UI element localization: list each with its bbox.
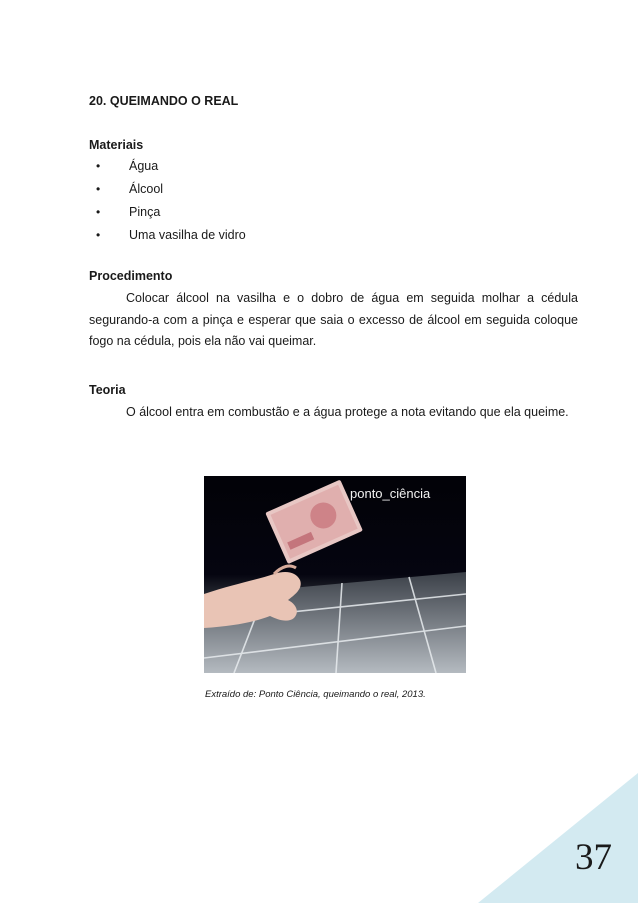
theory-heading: Teoria — [89, 383, 126, 397]
materials-heading: Materiais — [89, 138, 144, 152]
page-number: 37 — [575, 837, 612, 878]
list-item: • Uma vasilha de vidro — [96, 228, 246, 242]
list-item: • Álcool — [96, 182, 164, 196]
photo-illustration — [204, 476, 466, 673]
figure-caption: Extraído de: Ponto Ciência, queimando o real, 2013. — [205, 689, 426, 700]
bullet-icon: • — [96, 228, 101, 242]
procedure-heading: Procedimento — [89, 269, 173, 283]
list-item: • Pinça — [96, 205, 161, 219]
experiment-photo — [204, 476, 466, 673]
corner-decoration — [478, 773, 638, 903]
materials-list — [96, 158, 246, 250]
theory-text: O álcool entra em combustão e a água protege a nota evitando que ela queime. — [126, 405, 569, 419]
bullet-icon: • — [96, 159, 101, 173]
section-title: 20. QUEIMANDO O REAL — [89, 94, 239, 108]
procedure-text: Colocar álcool na vasilha e o dobro de água em seguida molhar a cédula segurando-a com a pinça e esperar que saia o excesso de álcool em seguida coloque fogo na cédula, pois ela não vai queimar. — [89, 291, 578, 348]
list-item: • Água — [96, 159, 159, 173]
photo-watermark: ponto_ciência — [350, 486, 431, 501]
bullet-icon: • — [96, 205, 101, 219]
bullet-icon: • — [96, 182, 101, 196]
